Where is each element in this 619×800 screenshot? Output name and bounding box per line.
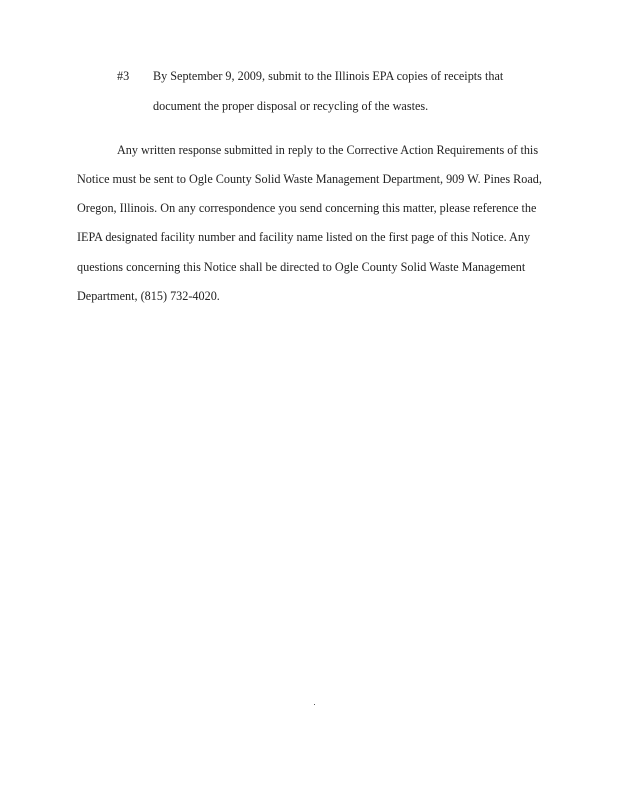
paragraph-line-1: Any written response submitted in reply to the Corrective Action Requirements of this (117, 143, 539, 157)
paragraph-line-3: Oregon, Illinois. On any correspondence you send concerning this matter, please reference the (77, 201, 537, 215)
scan-speck (314, 704, 315, 705)
item-text-line-2: document the proper disposal or recycling of the wastes. (153, 99, 429, 113)
paragraph-line-5: questions concerning this Notice shall be directed to Ogle County Solid Waste Management (77, 260, 526, 274)
item-text-line-1: By September 9, 2009, submit to the Illinois EPA copies of receipts that (153, 69, 504, 83)
paragraph-line-4: IEPA designated facility number and facility name listed on the first page of this Notice. Any (77, 230, 531, 244)
paragraph-line-6: Department, (815) 732-4020. (77, 289, 220, 303)
paragraph-line-2: Notice must be sent to Ogle County Solid Waste Management Department, 909 W. Pines Road, (77, 172, 542, 186)
item-number: #3 (117, 69, 130, 83)
